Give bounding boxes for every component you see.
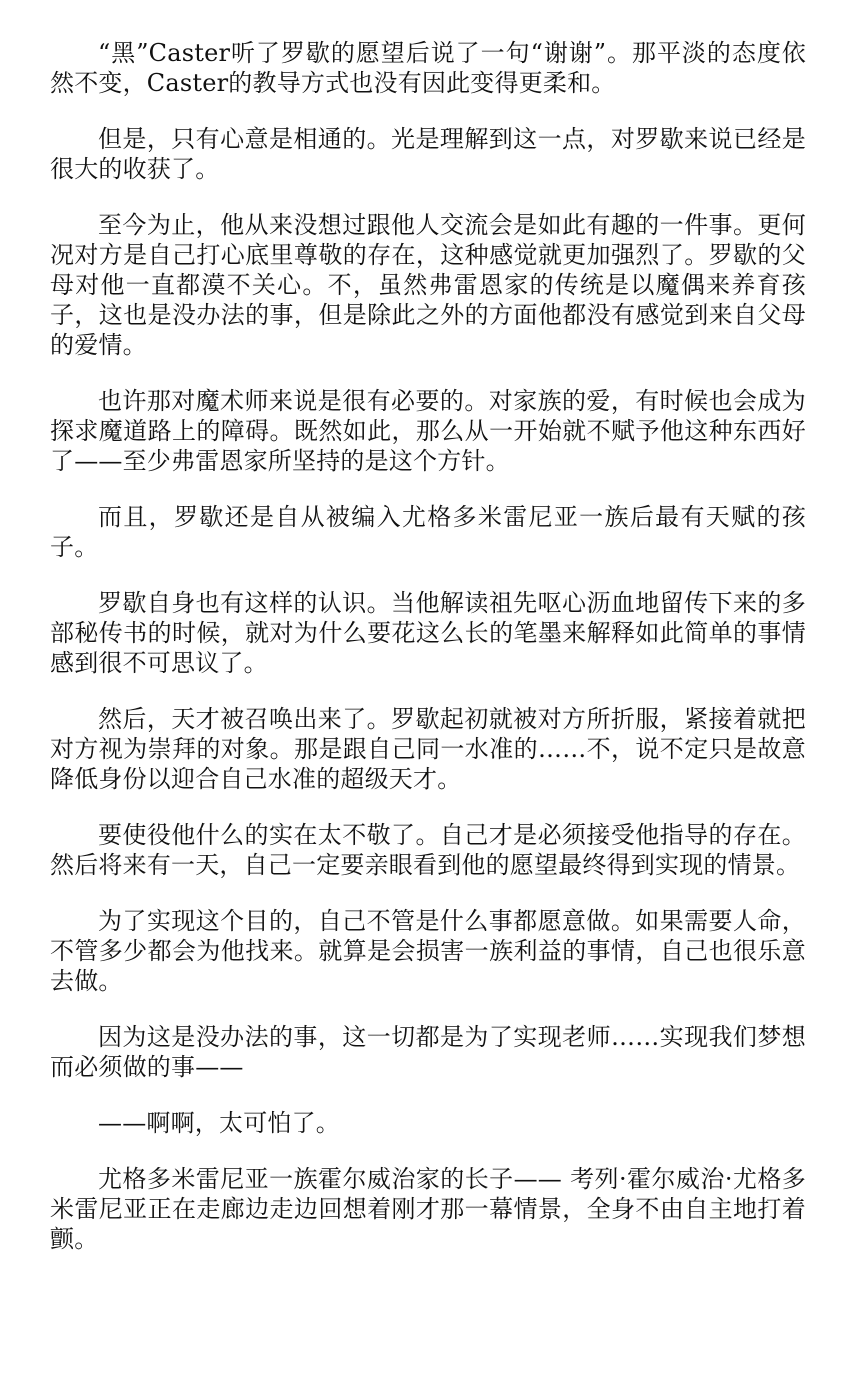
paragraph-4: 也许那对魔术师来说是很有必要的。对家族的爱，有时候也会成为探求魔道路上的障碍。既然如此，那么从一开始就不赋予他这种东西好了——至少弗雷恩家所坚持的是这个方针。 xyxy=(50,387,806,475)
document-body xyxy=(50,38,806,1280)
paragraph-7: 然后，天才被召唤出来了。罗歇起初就被对方所折服，紧接着就把对方视为崇拜的对象。那是跟自己同一水准的……不，说不定只是故意降低身份以迎合自己水准的超级天才。 xyxy=(50,705,806,793)
paragraph-1: “黑”Caster听了罗歇的愿望后说了一句“谢谢”。那平淡的态度依然不变，Caster的教导方式也没有因此变得更柔和。 xyxy=(50,39,806,97)
paragraph-2: 但是，只有心意是相通的。光是理解到这一点，对罗歇来说已经是很大的收获了。 xyxy=(50,125,806,183)
paragraph-6: 罗歇自身也有这样的认识。当他解读祖先呕心沥血地留传下来的多部秘传书的时候，就对为什么要花这么长的笔墨来解释如此简单的事情感到很不可思议了。 xyxy=(50,589,806,677)
paragraph-12: 尤格多米雷尼亚一族霍尔威治家的长子—— 考列·霍尔威治·尤格多米雷尼亚正在走廊边走边回想着刚才那一幕情景，全身不由自主地打着颤。 xyxy=(50,1165,806,1253)
paragraph-9: 为了实现这个目的，自己不管是什么事都愿意做。如果需要人命，不管多少都会为他找来。就算是会损害一族利益的事情，自己也很乐意去做。 xyxy=(50,907,806,995)
paragraph-11: ——啊啊，太可怕了。 xyxy=(98,1109,340,1137)
paragraph-3: 至今为止，他从来没想过跟他人交流会是如此有趣的一件事。更何况对方是自己打心底里尊敬的存在，这种感觉就更加强烈了。罗歇的父母对他一直都漠不关心。不，虽然弗雷恩家的传统是以魔偶来养育孩子，这也是没办法的事，但是除此之外的方面他都没有感觉到来自父母的爱情。 xyxy=(50,211,806,359)
paragraph-8: 要使役他什么的实在太不敬了。自己才是必须接受他指导的存在。然后将来有一天，自己一定要亲眼看到他的愿望最终得到实现的情景。 xyxy=(50,821,806,879)
paragraph-5: 而且，罗歇还是自从被编入尤格多米雷尼亚一族后最有天赋的孩子。 xyxy=(50,503,806,561)
paragraph-10: 因为这是没办法的事，这一切都是为了实现老师……实现我们梦想而必须做的事—— xyxy=(50,1023,806,1081)
